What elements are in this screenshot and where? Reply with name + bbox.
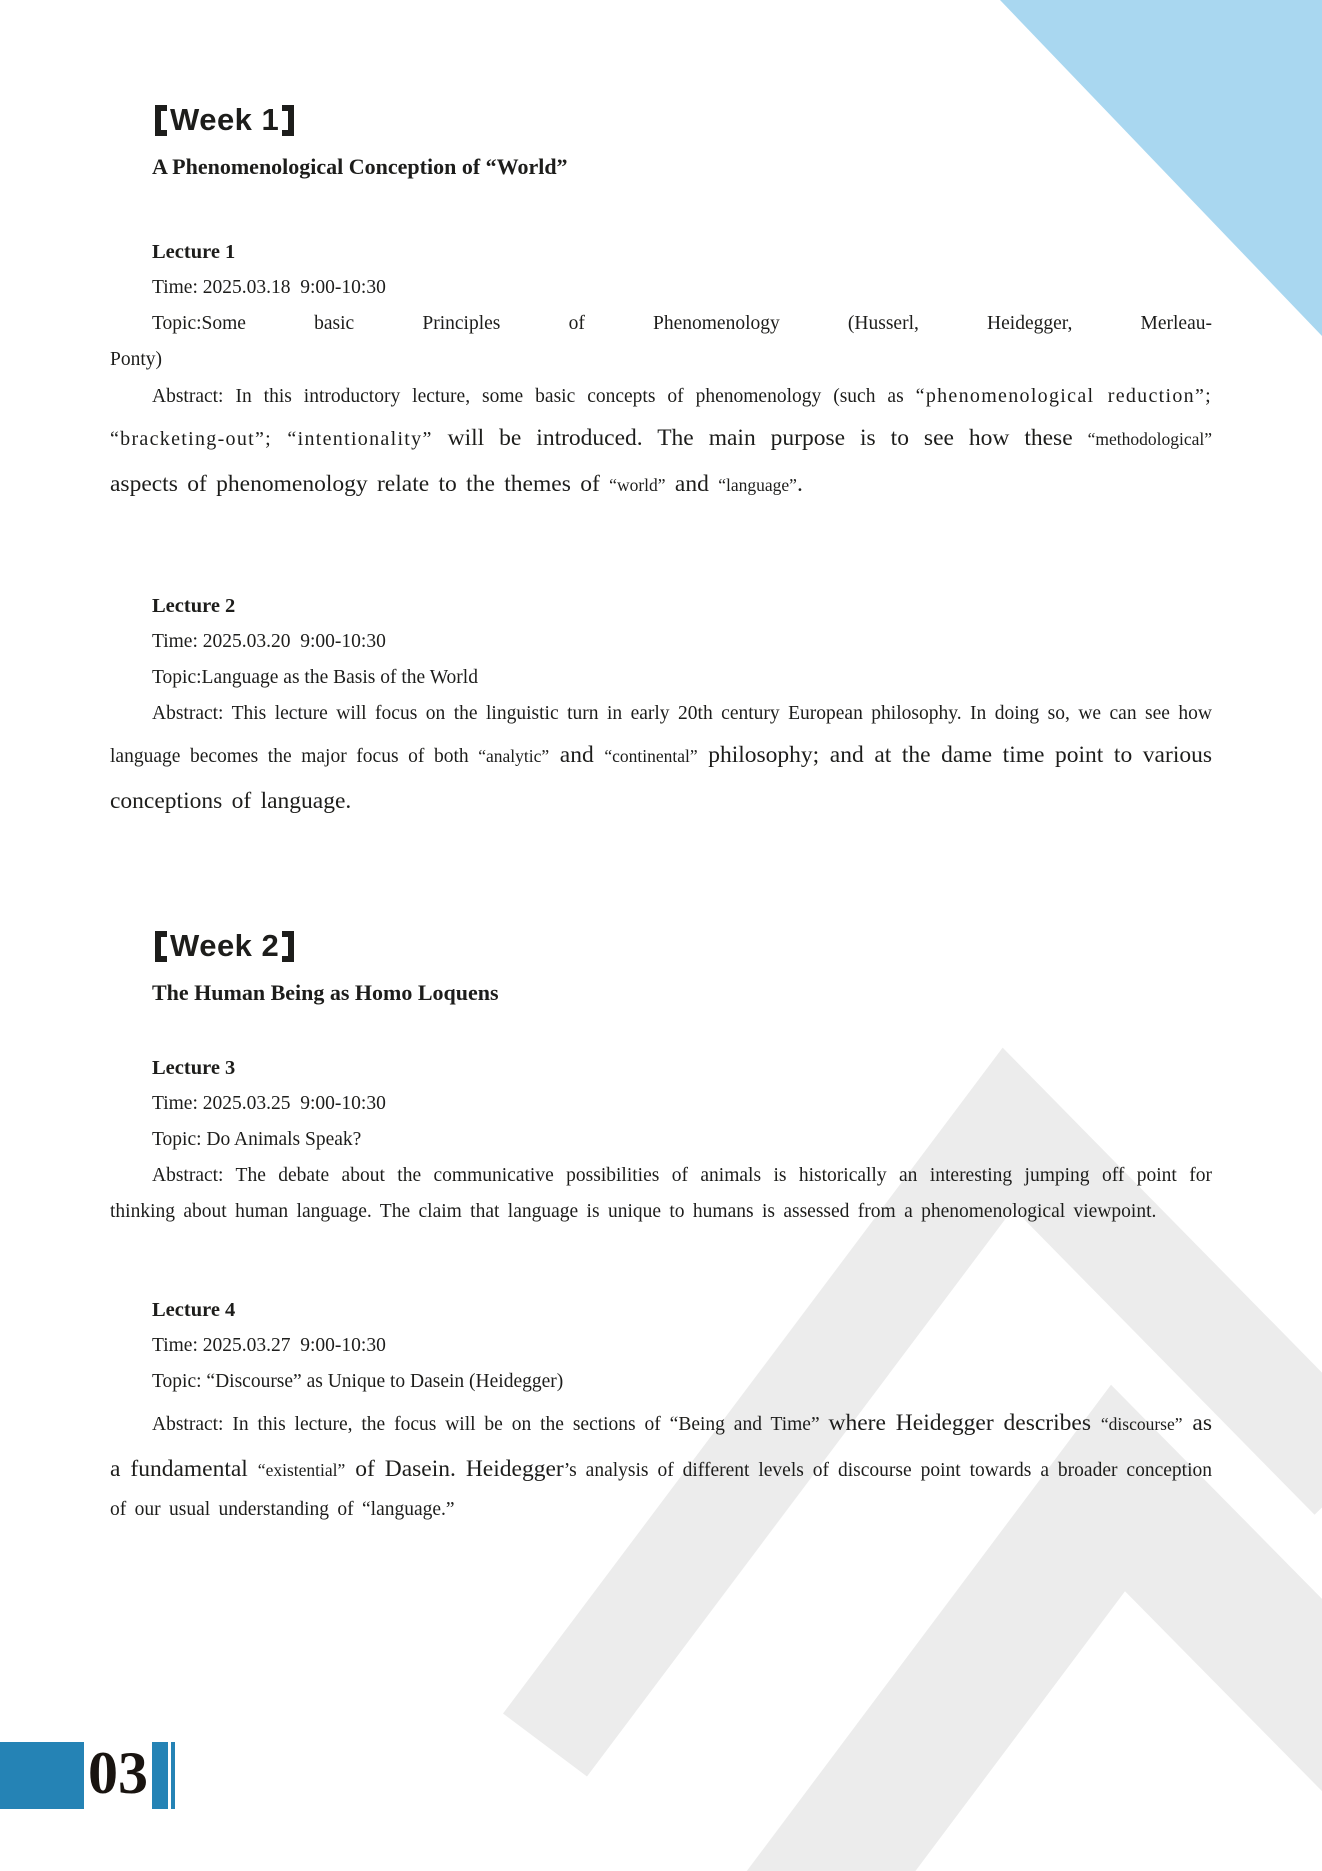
abstract-text-segment: Abstract: This lecture will focus on the linguistic turn in early 20th century European philosophy. In doing so, we can see how language becomes the major focus of both [110, 703, 1212, 767]
abstract-text-segment: where Heidegger describes [828, 1410, 1101, 1436]
week-2-title [110, 926, 1212, 966]
abstract-text-segment: and [665, 471, 719, 497]
lecture-4-topic: Topic: “Discourse” as Unique to Dasein (Heidegger) [152, 1371, 564, 1392]
lecture-3-time: Time: 2025.03.25 9:00-10:30 [152, 1093, 386, 1114]
lecture-3-topic: Topic: Do Animals Speak? [152, 1129, 362, 1150]
abstract-text-segment: “phenomenological reduction”; “bracketing-out”; “intentionality” [110, 385, 1213, 450]
footer-accent-bar-thin [171, 1742, 175, 1809]
abstract-text-segment: Abstract: The debate about the communicative possibilities of animals is historically an interesting jumping off point for thinking about human language. The claim that language is unique to humans is assessed from a phenomenological viewpoint. [110, 1165, 1212, 1222]
lecture-4-time: Time: 2025.03.27 9:00-10:30 [152, 1335, 386, 1356]
abstract-text-segment: Abstract: In this introductory lecture, some basic concepts of phenomenology (such as [152, 386, 916, 407]
lecture-1-title: Lecture 1 [152, 241, 236, 263]
abstract-text-segment: . [796, 471, 803, 497]
page-number: 03 [88, 1740, 148, 1806]
week-1-title-text: Week 1 [170, 102, 280, 137]
lecture-3-block [110, 1050, 1212, 1230]
abstract-text-segment: ’s analysis of different levels of discourse point towards a broader conception of our usual understanding of “language.” [110, 1460, 1212, 1520]
abstract-text-segment: “discourse” [1100, 1414, 1183, 1434]
right-lenticular-bracket-icon [282, 931, 294, 962]
week-2-subtitle: The Human Being as Homo Loquens [152, 980, 499, 1005]
abstract-text-segment: will be introduced. The main purpose is to see how these [432, 425, 1088, 451]
lecture-2-block [110, 588, 1212, 824]
left-lenticular-bracket-icon [155, 931, 167, 962]
week-1-subtitle: A Phenomenological Conception of “World” [152, 154, 568, 179]
lecture-1-block [110, 234, 1212, 507]
week-2-header [110, 926, 1212, 1008]
abstract-text-segment: “analytic” [478, 746, 550, 766]
right-lenticular-bracket-icon [282, 105, 294, 136]
week-1-header [110, 100, 1212, 182]
lecture-1-time: Time: 2025.03.18 9:00-10:30 [152, 277, 386, 298]
left-lenticular-bracket-icon [155, 105, 167, 136]
lecture-1-topic-line-1: Topic:Some basic Principles of Phenomenology (Husserl, Heidegger, Merleau- [152, 313, 1212, 334]
lecture-2-title: Lecture 2 [152, 595, 236, 617]
lecture-2-abstract [110, 696, 1212, 824]
abstract-text-segment: “methodological” [1087, 429, 1212, 449]
abstract-text-segment: philosophy; and at the dame time point to various conceptions of language. [110, 742, 1212, 814]
lecture-3-title: Lecture 3 [152, 1057, 236, 1079]
footer-accent-bar [152, 1742, 168, 1809]
abstract-text-segment: “language” [718, 475, 797, 495]
lecture-4-block [110, 1292, 1212, 1528]
footer-accent-block [0, 1742, 84, 1809]
lecture-4-abstract [110, 1400, 1212, 1528]
abstract-text-segment: “continental” [604, 746, 698, 766]
abstract-text-segment: aspects of phenomenology relate to the themes of [110, 471, 610, 497]
lecture-1-abstract [110, 378, 1212, 507]
abstract-text-segment: of Dasein. Heidegger [345, 1456, 564, 1482]
lecture-3-abstract [110, 1158, 1212, 1230]
lecture-2-time: Time: 2025.03.20 9:00-10:30 [152, 631, 386, 652]
abstract-text-segment: as a fundamental [110, 1410, 1212, 1482]
week-2-title-text: Week 2 [170, 928, 280, 963]
lecture-1-topic-line-2: Ponty) [110, 349, 163, 370]
lecture-2-topic: Topic:Language as the Basis of the World [152, 667, 478, 688]
abstract-text-segment: “world” [609, 475, 666, 495]
lecture-4-title: Lecture 4 [152, 1299, 236, 1321]
abstract-text-segment: and [549, 742, 605, 768]
abstract-text-segment: “existential” [257, 1460, 346, 1480]
week-1-title [110, 100, 1212, 140]
abstract-text-segment: Abstract: In this lecture, the focus will be on the sections of “Being and Time” [152, 1414, 829, 1435]
